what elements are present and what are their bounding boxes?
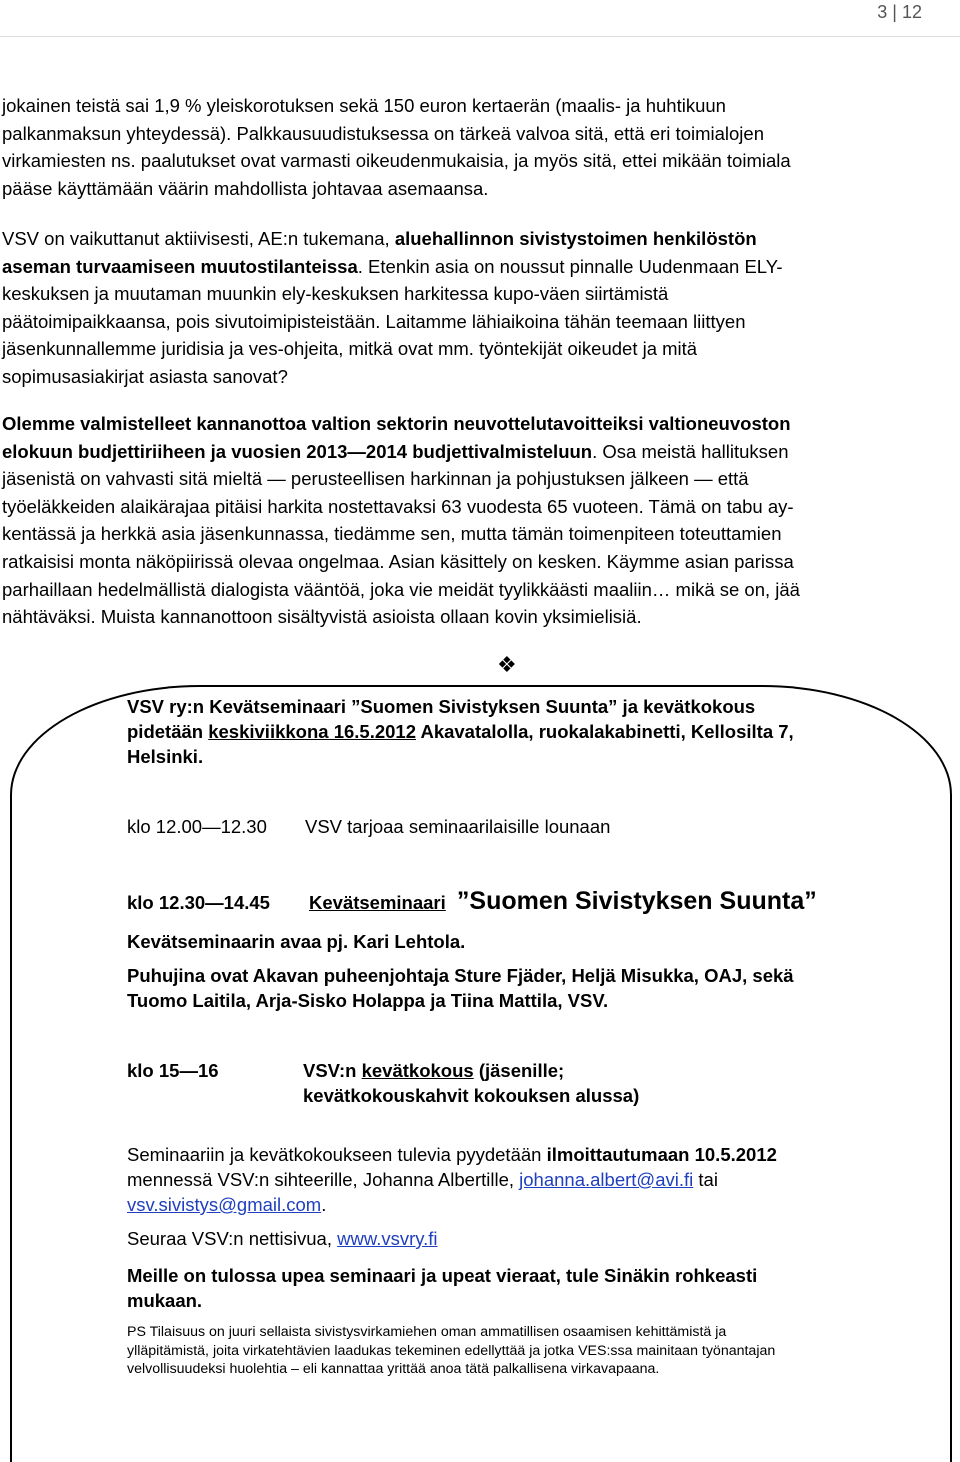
text-line: sopimusasiakirjat asiasta sanovat?	[2, 365, 288, 387]
text-line: jokainen teistä sai 1,9 % yleiskorotuksen sekä 150 euron kertaerän (maalis- ja huhtikuun	[2, 95, 726, 116]
text-run: . Etenkin asia on noussut pinnalle Uudenmaan ELY-	[357, 255, 783, 277]
text-line: nähtäväksi. Muista kannanottoon sisältyvistä asioista ollaan kovin yksimielisiä.	[2, 606, 642, 628]
text-line	[2, 410, 932, 438]
text-line: jäsenistä on vahvasti sitä mieltä — perusteellisen harkinnan ja pohjustuksen jälkeen — että	[2, 468, 749, 490]
website-link[interactable]: www.vsvry.fi	[337, 1228, 438, 1249]
invitation-heading	[127, 694, 794, 769]
meeting-label: kevätkokous	[361, 1060, 474, 1081]
bold-run: ilmoittautumaan 10.5.2012	[546, 1144, 777, 1165]
schedule-seminar	[127, 884, 817, 920]
text-line	[127, 1192, 777, 1217]
text-line: päätoimipaikkaansa, pois sivutoimipisteistään. Laitamme lähiaikoina tähän teemaan liittyen	[2, 310, 746, 332]
text-run: VSV on vaikuttanut aktiivisesti, AE:n tukemana,	[2, 228, 395, 249]
heading-line: VSV ry:n Kevätseminaari ”Suomen Sivistyksen Suunta” ja kevätkokous	[127, 696, 756, 717]
header-rule	[0, 36, 960, 37]
lunch-text: VSV tarjoaa seminaarilaisille lounaan	[305, 816, 611, 837]
text-line: Tuomo Laitila, Arja-Sisko Holappa ja Tiina Mattila, VSV.	[127, 990, 609, 1011]
email-link-sivistys[interactable]: vsv.sivistys@gmail.com	[127, 1194, 322, 1215]
text-line: työeläkkeiden alaikärajaa pitäisi harkita nostettavaksi 63 vuodesta 65 vuoteen. Tämä on tabu ay-	[2, 495, 794, 517]
seminar-time: klo 12.30—14.45	[127, 892, 270, 913]
text-line: ylläpitämistä, joita virkatehtävien laadukas tekeminen edellyttää ja jotka VES:ssa mainitaan työnantajan	[127, 1342, 776, 1359]
paragraph-ely	[2, 225, 932, 391]
bold-run: elokuun budjettiriiheen ja vuosien 2013—2014 budjettivalmisteluun	[2, 440, 593, 462]
text-line: jäsenkunnallemme juridisia ja ves-ohjeita, mitkä ovat mm. työntekijät oikeudet ja mitä	[2, 338, 698, 360]
diamond-separator-icon: ❖	[497, 652, 517, 677]
text-run: Akavatalolla, ruokalakabinetti, Kellosilta 7,	[416, 721, 794, 742]
text-line: parhaillaan hedelmällistä dialogista vääntöä, joka vie meidät tyylikkäästi maaliin… mikä se on, jää	[2, 578, 800, 600]
text-line: velvollisuudeksi huolehtia – eli kannattaa yrittää anoa tätä palkallisena virkavapaana.	[127, 1361, 660, 1377]
lunch-time: klo 12.00—12.30	[127, 816, 267, 837]
text-run: .	[321, 1194, 327, 1215]
page-number: 3 | 12	[877, 2, 922, 22]
text-line: Puhujina ovat Akavan puheenjohtaja Sture Fjäder, Heljä Misukka, OAJ, sekä	[127, 965, 794, 986]
bold-run: aseman turvaamiseen muutostilanteissa	[2, 255, 358, 277]
speakers-text	[127, 963, 794, 1013]
seminar-label: Kevätseminaari	[309, 892, 446, 913]
meeting-line	[127, 1058, 639, 1083]
email-link-albert[interactable]: johanna.albert@avi.fi	[519, 1169, 694, 1190]
text-line	[2, 438, 932, 466]
text-line: ratkaisisi monta näköpiirissä olevaa ongelmaa. Asian käsittely on kesken. Käymme asian parissa	[2, 550, 794, 572]
text-run: . Osa meistä hallituksen	[592, 440, 789, 462]
text-run: pidetään	[127, 721, 209, 742]
bold-run: Olemme valmistelleet kannanottoa valtion sektorin neuvottelutavoitteiksi valtioneuvoston	[2, 413, 791, 434]
schedule-lunch	[127, 816, 610, 838]
text-line: mukaan.	[127, 1290, 203, 1311]
text-line: PS Tilaisuus on juuri sellaista sivistysvirkamiehen oman ammatillisen osaamisen kehittämistä ja	[127, 1324, 727, 1340]
text-line: Meille on tulossa upea seminaari ja upeat vieraat, tule Sinäkin rohkeasti	[127, 1265, 758, 1286]
paragraph-pension	[2, 410, 932, 631]
website-text	[127, 1226, 438, 1251]
text-line: virkamiesten ns. paalutukset ovat varmasti oikeudenmukaisia, ja myös sitä, ettei mikään toimiala	[2, 150, 791, 172]
schedule-meeting	[127, 1058, 639, 1108]
text-line	[127, 1142, 777, 1167]
meeting-line: kevätkokouskahvit kokouksen alussa)	[303, 1085, 640, 1106]
registration-text	[127, 1142, 777, 1217]
text-run: (jäsenille;	[473, 1060, 565, 1081]
text-line	[127, 1167, 777, 1192]
text-line: pääse käyttämään väärin mahdollista johtavaa asemaansa.	[2, 177, 489, 199]
text-run: tai	[693, 1169, 718, 1190]
closing-text	[127, 1263, 757, 1313]
seminar-title: ”Suomen Sivistyksen Suunta”	[456, 887, 817, 915]
heading-line	[127, 719, 794, 744]
date-underlined: keskiviikkona 16.5.2012	[208, 721, 416, 742]
text-run: Seuraa VSV:n nettisivua,	[127, 1228, 338, 1249]
text-line	[2, 225, 932, 253]
text-run: Seminaariin ja kevätkokoukseen tulevia pyydetään	[127, 1144, 547, 1165]
text-line: keskuksen ja muutaman muunkin ely-keskuksen harkitessa kupo-väen siirtämistä	[2, 283, 669, 305]
heading-line: Helsinki.	[127, 746, 204, 767]
text-line: palkanmaksun yhteydessä). Palkkausuudistuksessa on tärkeä valvoa sitä, että eri toimialojen	[2, 122, 764, 144]
meeting-time: klo 15—16	[127, 1060, 219, 1081]
opener-text: Kevätseminaarin avaa pj. Kari Lehtola.	[127, 931, 466, 952]
paragraph-salary	[2, 92, 932, 202]
text-run: VSV:n	[303, 1060, 362, 1081]
ps-note	[127, 1323, 775, 1379]
bold-run: aluehallinnon sivistystoimen henkilöstön	[394, 228, 757, 249]
text-line: kentässä ja herkkä asia jäsenkunnassa, tiedämme sen, mutta tämän toimenpiteen toteuttamien	[2, 523, 782, 545]
text-run: mennessä VSV:n sihteerille, Johanna Albertille,	[127, 1169, 520, 1190]
text-line	[2, 253, 932, 281]
